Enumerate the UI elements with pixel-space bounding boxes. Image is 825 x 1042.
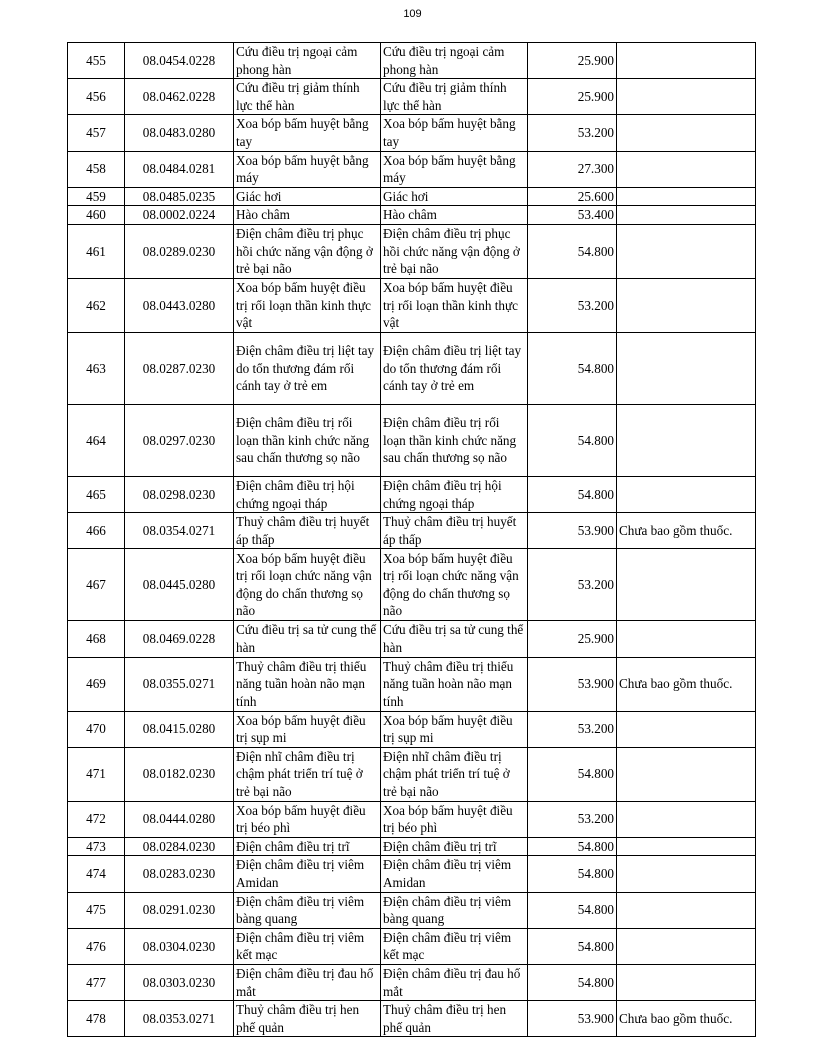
service-name-alt-cell: Xoa bóp bấm huyệt điều trị sụp mi [381, 711, 528, 747]
note-cell [617, 278, 756, 332]
code-cell: 08.0353.0271 [125, 1001, 234, 1037]
note-cell [617, 79, 756, 115]
table-row [68, 476, 756, 512]
code-cell: 08.0444.0280 [125, 801, 234, 837]
note-cell [617, 476, 756, 512]
table-row [68, 657, 756, 711]
service-name-alt-cell: Xoa bóp bấm huyệt điều trị béo phì [381, 801, 528, 837]
stt-cell: 475 [68, 892, 125, 928]
table-row [68, 115, 756, 151]
service-name-cell: Xoa bóp bấm huyệt điều trị rối loạn chức năng vận động do chấn thương sọ não [234, 549, 381, 621]
service-name-cell: Xoa bóp bấm huyệt điều trị béo phì [234, 801, 381, 837]
service-name-alt-cell: Điện châm điều trị viêm kết mạc [381, 928, 528, 964]
note-cell [617, 224, 756, 278]
service-name-cell: Cứu điều trị sa tử cung thể hàn [234, 621, 381, 657]
code-cell: 08.0454.0228 [125, 43, 234, 79]
stt-cell: 465 [68, 476, 125, 512]
note-cell [617, 928, 756, 964]
table-row [68, 621, 756, 657]
stt-cell: 457 [68, 115, 125, 151]
note-cell: Chưa bao gồm thuốc. [617, 513, 756, 549]
price-cell: 53.900 [528, 657, 617, 711]
code-cell: 08.0484.0281 [125, 151, 234, 187]
service-name-alt-cell: Xoa bóp bấm huyệt bằng máy [381, 151, 528, 187]
code-cell: 08.0284.0230 [125, 837, 234, 856]
service-name-alt-cell: Điện châm điều trị phục hồi chức năng vận động ở trẻ bại não [381, 224, 528, 278]
service-name-alt-cell: Thuỷ châm điều trị hen phế quản [381, 1001, 528, 1037]
code-cell: 08.0354.0271 [125, 513, 234, 549]
price-cell: 54.800 [528, 332, 617, 404]
note-cell [617, 801, 756, 837]
code-cell: 08.0283.0230 [125, 856, 234, 892]
price-cell: 25.900 [528, 79, 617, 115]
price-cell: 25.900 [528, 621, 617, 657]
stt-cell: 467 [68, 549, 125, 621]
note-cell [617, 621, 756, 657]
service-name-alt-cell: Cứu điều trị sa tử cung thể hàn [381, 621, 528, 657]
service-price-table [67, 42, 756, 1037]
service-name-alt-cell: Điện nhĩ châm điều trị chậm phát triển trí tuệ ở trẻ bại não [381, 747, 528, 801]
price-cell: 54.800 [528, 224, 617, 278]
price-cell: 53.200 [528, 711, 617, 747]
note-cell [617, 115, 756, 151]
note-cell [617, 747, 756, 801]
table-row [68, 747, 756, 801]
stt-cell: 455 [68, 43, 125, 79]
service-name-cell: Giác hơi [234, 187, 381, 206]
service-name-alt-cell: Thuỷ châm điều trị thiểu năng tuần hoàn não mạn tính [381, 657, 528, 711]
note-cell [617, 151, 756, 187]
code-cell: 08.0415.0280 [125, 711, 234, 747]
service-name-cell: Điện châm điều trị hội chứng ngoại tháp [234, 476, 381, 512]
code-cell: 08.0287.0230 [125, 332, 234, 404]
price-cell: 54.800 [528, 965, 617, 1001]
table-row [68, 837, 756, 856]
price-cell: 54.800 [528, 856, 617, 892]
service-name-cell: Điện châm điều trị viêm bàng quang [234, 892, 381, 928]
stt-cell: 478 [68, 1001, 125, 1037]
service-name-alt-cell: Xoa bóp bấm huyệt bằng tay [381, 115, 528, 151]
service-name-alt-cell: Xoa bóp bấm huyệt điều trị rối loạn chức năng vận động do chấn thương sọ não [381, 549, 528, 621]
service-name-cell: Thuỷ châm điều trị thiểu năng tuần hoàn não mạn tính [234, 657, 381, 711]
service-name-cell: Xoa bóp bấm huyệt bằng máy [234, 151, 381, 187]
code-cell: 08.0182.0230 [125, 747, 234, 801]
service-name-cell: Cứu điều trị ngoại cảm phong hàn [234, 43, 381, 79]
code-cell: 08.0304.0230 [125, 928, 234, 964]
page-number: 109 [403, 8, 422, 20]
service-name-cell: Xoa bóp bấm huyệt điều trị sụp mi [234, 711, 381, 747]
service-name-alt-cell: Xoa bóp bấm huyệt điều trị rối loạn thần kinh thực vật [381, 278, 528, 332]
service-name-cell: Điện châm điều trị đau hố mắt [234, 965, 381, 1001]
service-name-alt-cell: Điện châm điều trị viêm bàng quang [381, 892, 528, 928]
note-cell [617, 711, 756, 747]
note-cell [617, 404, 756, 476]
stt-cell: 476 [68, 928, 125, 964]
table-row [68, 892, 756, 928]
stt-cell: 462 [68, 278, 125, 332]
table-row [68, 151, 756, 187]
table-row [68, 187, 756, 206]
note-cell [617, 965, 756, 1001]
stt-cell: 466 [68, 513, 125, 549]
service-name-cell: Điện châm điều trị viêm Amidan [234, 856, 381, 892]
price-cell: 53.400 [528, 206, 617, 225]
price-cell: 54.800 [528, 476, 617, 512]
code-cell: 08.0355.0271 [125, 657, 234, 711]
stt-cell: 456 [68, 79, 125, 115]
price-cell: 54.800 [528, 837, 617, 856]
service-name-alt-cell: Điện châm điều trị liệt tay do tổn thương đám rối cánh tay ở trẻ em [381, 332, 528, 404]
price-cell: 53.200 [528, 115, 617, 151]
note-cell [617, 206, 756, 225]
table-row [68, 43, 756, 79]
stt-cell: 477 [68, 965, 125, 1001]
service-name-alt-cell: Cứu điều trị ngoại cảm phong hàn [381, 43, 528, 79]
table-row [68, 278, 756, 332]
service-name-cell: Xoa bóp bấm huyệt bằng tay [234, 115, 381, 151]
code-cell: 08.0485.0235 [125, 187, 234, 206]
stt-cell: 471 [68, 747, 125, 801]
price-cell: 53.200 [528, 278, 617, 332]
stt-cell: 474 [68, 856, 125, 892]
table-row [68, 332, 756, 404]
code-cell: 08.0291.0230 [125, 892, 234, 928]
table-body [68, 43, 756, 1037]
note-cell [617, 332, 756, 404]
table-row [68, 856, 756, 892]
table-row [68, 711, 756, 747]
service-name-alt-cell: Điện châm điều trị rối loạn thần kinh chức năng sau chấn thương sọ não [381, 404, 528, 476]
service-name-alt-cell: Điện châm điều trị trĩ [381, 837, 528, 856]
service-name-cell: Điện nhĩ châm điều trị chậm phát triển trí tuệ ở trẻ bại não [234, 747, 381, 801]
note-cell [617, 187, 756, 206]
service-name-cell: Điện châm điều trị phục hồi chức năng vận động ở trẻ bại não [234, 224, 381, 278]
service-name-alt-cell: Giác hơi [381, 187, 528, 206]
price-cell: 25.600 [528, 187, 617, 206]
service-name-cell: Điện châm điều trị rối loạn thần kinh chức năng sau chấn thương sọ não [234, 404, 381, 476]
stt-cell: 469 [68, 657, 125, 711]
note-cell: Chưa bao gồm thuốc. [617, 657, 756, 711]
stt-cell: 464 [68, 404, 125, 476]
price-cell: 27.300 [528, 151, 617, 187]
code-cell: 08.0483.0280 [125, 115, 234, 151]
table-row [68, 513, 756, 549]
stt-cell: 473 [68, 837, 125, 856]
price-cell: 53.900 [528, 1001, 617, 1037]
code-cell: 08.0298.0230 [125, 476, 234, 512]
service-name-alt-cell: Điện châm điều trị viêm Amidan [381, 856, 528, 892]
stt-cell: 463 [68, 332, 125, 404]
service-name-cell: Hào châm [234, 206, 381, 225]
code-cell: 08.0002.0224 [125, 206, 234, 225]
price-cell: 54.800 [528, 892, 617, 928]
stt-cell: 458 [68, 151, 125, 187]
code-cell: 08.0445.0280 [125, 549, 234, 621]
code-cell: 08.0462.0228 [125, 79, 234, 115]
table-row [68, 965, 756, 1001]
stt-cell: 460 [68, 206, 125, 225]
table-row [68, 224, 756, 278]
note-cell [617, 856, 756, 892]
code-cell: 08.0303.0230 [125, 965, 234, 1001]
service-name-cell: Điện châm điều trị viêm kết mạc [234, 928, 381, 964]
code-cell: 08.0469.0228 [125, 621, 234, 657]
code-cell: 08.0297.0230 [125, 404, 234, 476]
stt-cell: 459 [68, 187, 125, 206]
table-row [68, 206, 756, 225]
stt-cell: 470 [68, 711, 125, 747]
price-cell: 53.200 [528, 801, 617, 837]
service-name-alt-cell: Hào châm [381, 206, 528, 225]
service-name-alt-cell: Thuỷ châm điều trị huyết áp thấp [381, 513, 528, 549]
table-row [68, 801, 756, 837]
service-name-cell: Điện châm điều trị liệt tay do tổn thương đám rối cánh tay ở trẻ em [234, 332, 381, 404]
code-cell: 08.0289.0230 [125, 224, 234, 278]
note-cell [617, 837, 756, 856]
price-cell: 25.900 [528, 43, 617, 79]
table-row [68, 404, 756, 476]
service-name-alt-cell: Điện châm điều trị đau hố mắt [381, 965, 528, 1001]
service-name-alt-cell: Cứu điều trị giảm thính lực thể hàn [381, 79, 528, 115]
note-cell [617, 549, 756, 621]
table-row [68, 1001, 756, 1037]
note-cell [617, 43, 756, 79]
service-name-cell: Cứu điều trị giảm thính lực thể hàn [234, 79, 381, 115]
note-cell: Chưa bao gồm thuốc. [617, 1001, 756, 1037]
table-row [68, 79, 756, 115]
price-cell: 54.800 [528, 928, 617, 964]
table-row [68, 549, 756, 621]
service-name-cell: Điện châm điều trị trĩ [234, 837, 381, 856]
price-cell: 54.800 [528, 404, 617, 476]
note-cell [617, 892, 756, 928]
price-cell: 54.800 [528, 747, 617, 801]
code-cell: 08.0443.0280 [125, 278, 234, 332]
stt-cell: 468 [68, 621, 125, 657]
table-row [68, 928, 756, 964]
stt-cell: 472 [68, 801, 125, 837]
price-cell: 53.900 [528, 513, 617, 549]
stt-cell: 461 [68, 224, 125, 278]
service-name-cell: Xoa bóp bấm huyệt điều trị rối loạn thần kinh thực vật [234, 278, 381, 332]
service-name-alt-cell: Điện châm điều trị hội chứng ngoại tháp [381, 476, 528, 512]
price-cell: 53.200 [528, 549, 617, 621]
service-name-cell: Thuỷ châm điều trị huyết áp thấp [234, 513, 381, 549]
service-name-cell: Thuỷ châm điều trị hen phế quản [234, 1001, 381, 1037]
